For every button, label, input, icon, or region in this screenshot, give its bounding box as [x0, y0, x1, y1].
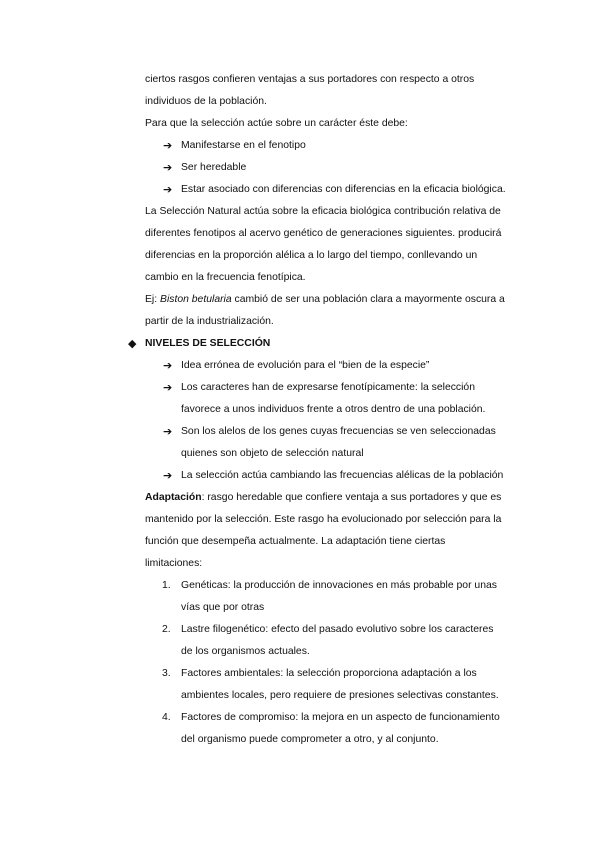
paragraph-line: diferencias en la proporción alélica a lo largo del tiempo, conllevando un: [145, 250, 478, 261]
paragraph-line: La Selección Natural actúa sobre la eficacia biológica contribución relativa de: [145, 206, 501, 217]
arrow-right-icon: ➔: [163, 139, 173, 152]
list-item: Factores ambientales: la selección proporciona adaptación a los: [181, 668, 477, 679]
paragraph-line: mantenido por la selección. Este rasgo ha evolucionado por selección para la: [145, 514, 502, 525]
list-item-continuation: del organismo puede comprometer a otro, y al conjunto.: [181, 734, 439, 745]
list-number: 4.: [162, 712, 171, 723]
arrow-right-icon: ➔: [163, 469, 173, 482]
list-item: Estar asociado con diferencias con diferencias en la eficacia biológica.: [181, 184, 506, 195]
arrow-right-icon: ➔: [163, 381, 173, 394]
arrow-right-icon: ➔: [163, 425, 173, 438]
list-item: Lastre filogenético: efecto del pasado evolutivo sobre los caracteres: [181, 624, 494, 635]
paragraph-line: función que desempeña actualmente. La adaptación tiene ciertas: [145, 536, 446, 547]
list-item-continuation: vías que por otras: [181, 602, 265, 613]
list-item: Ser heredable: [181, 162, 247, 173]
paragraph-line: ciertos rasgos confieren ventajas a sus portadores con respecto a otros: [145, 74, 475, 85]
list-item: Son los alelos de los genes cuyas frecuencias se ven seleccionadas: [181, 426, 496, 437]
list-item: Los caracteres han de expresarse fenotípicamente: la selección: [181, 382, 475, 393]
list-item: Manifestarse en el fenotipo: [181, 140, 306, 151]
arrow-right-icon: ➔: [163, 359, 173, 372]
list-number: 2.: [162, 624, 171, 635]
list-item-continuation: ambientes locales, pero requiere de presiones selectivas constantes.: [181, 690, 499, 701]
list-item: Idea errónea de evolución para el “bien de la especie”: [181, 360, 430, 371]
example-line: [145, 293, 505, 307]
section-heading: NIVELES DE SELECCIÓN: [145, 338, 271, 349]
arrow-right-icon: ➔: [163, 183, 173, 196]
paragraph-line: partir de la industrialización.: [145, 316, 274, 327]
list-item: Factores de compromiso: la mejora en un aspecto de funcionamiento: [181, 712, 500, 723]
paragraph-line: limitaciones:: [145, 558, 203, 569]
species-name: Biston betularia: [160, 294, 232, 305]
list-item-continuation: de los organismos actuales.: [181, 646, 310, 657]
adaptation-term: Adaptación: [145, 492, 202, 503]
adaptation-text: : rasgo heredable que confiere ventaja a sus portadores y que es: [201, 492, 502, 503]
adaptation-line: [145, 491, 501, 505]
arrow-right-icon: ➔: [163, 161, 173, 174]
example-text: cambió de ser una población clara a mayormente oscura a: [231, 294, 505, 305]
example-prefix: Ej:: [145, 294, 161, 305]
list-item: Genéticas: la producción de innovaciones en más probable por unas: [181, 580, 497, 591]
list-number: 3.: [162, 668, 171, 679]
paragraph-line: individuos de la población.: [145, 96, 267, 107]
conditions-intro: Para que la selección actúe sobre un carácter éste debe:: [145, 118, 408, 129]
list-number: 1.: [162, 580, 171, 591]
paragraph-line: cambio en la frecuencia fenotípica.: [145, 272, 306, 283]
paragraph-line: diferentes fenotipos al acervo genético de generaciones siguientes. producirá: [145, 228, 502, 239]
list-item: La selección actúa cambiando las frecuencias alélicas de la población: [181, 470, 504, 481]
diamond-bullet-icon: ◆: [128, 337, 137, 350]
list-item-continuation: quienes son objeto de selección natural: [181, 448, 364, 459]
list-item-continuation: favorece a unos individuos frente a otros dentro de una población.: [181, 404, 486, 415]
